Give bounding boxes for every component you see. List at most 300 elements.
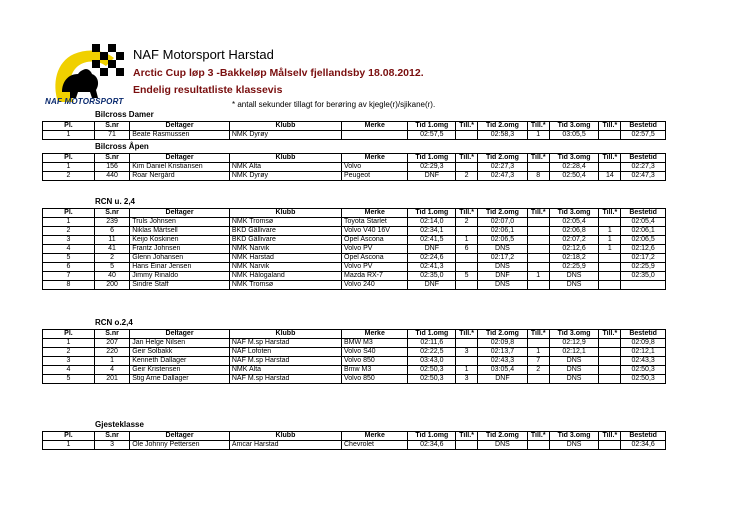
penalty-note: * antall sekunder tillagt for berøring av kjegle(r)/sjikane(r). (232, 100, 436, 109)
table-cell: Jimmy Rinaldo (130, 272, 230, 281)
page-title: NAF Motorsport Harstad (133, 47, 274, 62)
table-cell: Niklas Mårtsell (130, 227, 230, 236)
table-cell: BKD Gällivare (229, 227, 341, 236)
table-cell (599, 272, 621, 281)
table-cell: DNS (549, 357, 599, 366)
column-header: Tid 3.omg (549, 122, 599, 131)
table-cell (342, 131, 408, 140)
table-cell: DNS (549, 272, 599, 281)
table-cell: 156 (94, 163, 129, 172)
table-cell (456, 339, 478, 348)
table-cell: 02:09,8 (621, 339, 666, 348)
header-row (43, 122, 666, 131)
table-cell: 1 (599, 236, 621, 245)
event-subtitle: Arctic Cup løp 3 -Bakkeløp Målselv fjellandsby 18.08.2012. (133, 67, 424, 79)
result-subtitle: Endelig resultatliste klassevis (133, 84, 283, 96)
column-header: Klubb (229, 122, 341, 131)
table-cell: 1 (43, 131, 95, 140)
table-cell: 3 (43, 236, 95, 245)
class-label: RCN o.2,4 (95, 318, 133, 327)
table-cell: Ole Johnny Pettersen (130, 441, 230, 450)
table-cell: 11 (94, 236, 129, 245)
table-cell: 200 (94, 281, 129, 290)
table-cell: 1 (43, 441, 95, 450)
column-header: Bestetid (621, 432, 666, 441)
column-header: Klubb (229, 330, 341, 339)
table-cell: DNS (549, 441, 599, 450)
table-cell (527, 339, 549, 348)
table-cell (599, 366, 621, 375)
table-cell: 02:57,5 (621, 131, 666, 140)
table-cell: 7 (527, 357, 549, 366)
table-cell: 1 (527, 348, 549, 357)
table-row (43, 218, 666, 227)
table-cell: Kenneth Dallager (130, 357, 230, 366)
column-header: Klubb (229, 154, 341, 163)
table-cell: DNF (408, 245, 456, 254)
column-header: S.nr (94, 209, 129, 218)
header-row (43, 154, 666, 163)
column-header: Tid 2.omg (478, 154, 528, 163)
table-cell: 02:47,3 (478, 172, 528, 181)
class-label: Gjesteklasse (95, 420, 144, 429)
table-cell: 02:25,9 (621, 263, 666, 272)
column-header: Pl. (43, 432, 95, 441)
table-row (43, 339, 666, 348)
table-cell: 8 (43, 281, 95, 290)
column-header: Till.* (456, 330, 478, 339)
table-cell: Volvo 850 (342, 375, 408, 384)
table-cell: Frantz Johnsen (130, 245, 230, 254)
table-row (43, 272, 666, 281)
table-cell (599, 281, 621, 290)
table-cell: 02:25,9 (549, 263, 599, 272)
table-cell: 207 (94, 339, 129, 348)
table-cell: 4 (43, 245, 95, 254)
table-cell: BKD Gällivare (229, 236, 341, 245)
table-cell: 41 (94, 245, 129, 254)
table-cell (599, 339, 621, 348)
table-cell: NMK Narvik (229, 245, 341, 254)
column-header: S.nr (94, 330, 129, 339)
table-cell: 3 (94, 441, 129, 450)
table-cell: 02:27,3 (478, 163, 528, 172)
header-row (43, 432, 666, 441)
table-cell: 1 (527, 131, 549, 140)
table-cell: 02:50,3 (408, 375, 456, 384)
table-cell: Glenn Johansen (130, 254, 230, 263)
table-cell: NMK Dyrøy (229, 172, 341, 181)
table-cell: 71 (94, 131, 129, 140)
table-cell: NAF M.sp Harstad (229, 357, 341, 366)
table-cell (527, 254, 549, 263)
table-cell: 239 (94, 218, 129, 227)
column-header: Till.* (527, 330, 549, 339)
column-header: Till.* (527, 209, 549, 218)
table-cell: DNS (549, 375, 599, 384)
table-cell (599, 441, 621, 450)
table-cell: 5 (94, 263, 129, 272)
table-cell: NMK Alta (229, 163, 341, 172)
column-header: Deltager (130, 209, 230, 218)
table-cell: 02:07,2 (549, 236, 599, 245)
results-table (42, 153, 666, 181)
table-cell: Hans Einar Jensen (130, 263, 230, 272)
table-cell: Mazda RX-7 (342, 272, 408, 281)
column-header: Till.* (599, 209, 621, 218)
column-header: Merke (342, 432, 408, 441)
column-header: Bestetid (621, 122, 666, 131)
column-header: Deltager (130, 432, 230, 441)
table-cell: Volvo S40 (342, 348, 408, 357)
table-cell: 02:11,6 (408, 339, 456, 348)
table-cell: 02:06,8 (549, 227, 599, 236)
column-header: Pl. (43, 209, 95, 218)
table-cell (527, 218, 549, 227)
table-cell: 02:50,3 (621, 375, 666, 384)
table-cell: Volvo PV (342, 245, 408, 254)
table-cell: 02:18,2 (549, 254, 599, 263)
table-row (43, 357, 666, 366)
table-cell: 02:58,3 (478, 131, 528, 140)
table-cell: DNF (478, 272, 528, 281)
column-header: Tid 3.omg (549, 209, 599, 218)
table-cell (456, 254, 478, 263)
table-cell: 02:07,0 (478, 218, 528, 227)
table-cell: 02:14,0 (408, 218, 456, 227)
table-row (43, 227, 666, 236)
table-cell: Volvo (342, 163, 408, 172)
table-cell: NMK Harstad (229, 254, 341, 263)
table-cell: 02:13,7 (478, 348, 528, 357)
table-cell: 02:27,3 (621, 163, 666, 172)
table-cell: Toyota Starlet (342, 218, 408, 227)
results-table (42, 208, 666, 290)
column-header: Tid 1.omg (408, 122, 456, 131)
table-cell: 03:05,5 (549, 131, 599, 140)
table-cell: 2 (527, 366, 549, 375)
table-cell: DNS (478, 281, 528, 290)
table-cell: 02:57,5 (408, 131, 456, 140)
table-cell: Opel Ascona (342, 236, 408, 245)
table-cell: Keijo Koskinen (130, 236, 230, 245)
table-cell: 4 (43, 366, 95, 375)
table-cell: 02:34,6 (621, 441, 666, 450)
table-cell: 02:35,0 (408, 272, 456, 281)
table-cell: 02:06,1 (478, 227, 528, 236)
table-cell: 40 (94, 272, 129, 281)
table-cell: 02:43,3 (478, 357, 528, 366)
table-cell: 02:50,3 (408, 366, 456, 375)
table-cell (599, 254, 621, 263)
table-cell: Volvo 240 (342, 281, 408, 290)
column-header: Merke (342, 122, 408, 131)
table-cell: 02:50,4 (549, 172, 599, 181)
results-table (42, 431, 666, 450)
results-table (42, 121, 666, 140)
table-cell: Stig Arne Dallager (130, 375, 230, 384)
table-cell (527, 375, 549, 384)
table-cell (599, 218, 621, 227)
table-cell: Roar Nergård (130, 172, 230, 181)
column-header: Till.* (599, 432, 621, 441)
table-cell (527, 163, 549, 172)
table-cell: 3 (43, 357, 95, 366)
table-cell: 2 (456, 218, 478, 227)
column-header: Tid 1.omg (408, 154, 456, 163)
column-header: Till.* (456, 432, 478, 441)
table-cell: 2 (43, 348, 95, 357)
table-cell: 02:06,5 (621, 236, 666, 245)
table-cell: 3 (456, 348, 478, 357)
table-cell: 02:09,8 (478, 339, 528, 348)
column-header: Tid 2.omg (478, 432, 528, 441)
table-cell (599, 357, 621, 366)
table-cell: 3 (456, 375, 478, 384)
table-cell: DNF (478, 375, 528, 384)
logo-text: NAF MOTORSPORT (45, 97, 124, 106)
table-cell: Volvo PV (342, 263, 408, 272)
column-header: Merke (342, 330, 408, 339)
column-header: Tid 1.omg (408, 330, 456, 339)
table-cell: NMK Hålogaland (229, 272, 341, 281)
table-cell: Truls Johnsen (130, 218, 230, 227)
table-cell: Peugeot (342, 172, 408, 181)
table-cell (527, 441, 549, 450)
table-cell: 2 (43, 172, 95, 181)
table-cell: 6 (456, 245, 478, 254)
column-header: Klubb (229, 209, 341, 218)
table-cell: 02:28,4 (549, 163, 599, 172)
table-cell (456, 131, 478, 140)
table-cell: DNS (478, 263, 528, 272)
table-cell (527, 236, 549, 245)
table-cell: 02:43,3 (621, 357, 666, 366)
column-header: Deltager (130, 330, 230, 339)
table-cell: 1 (43, 339, 95, 348)
table-cell: 02:12,6 (549, 245, 599, 254)
table-cell: 7 (43, 272, 95, 281)
table-cell: 02:24,6 (408, 254, 456, 263)
table-cell: 02:34,6 (408, 441, 456, 450)
column-header: Till.* (456, 209, 478, 218)
table-cell: 02:34,1 (408, 227, 456, 236)
table-cell: 14 (599, 172, 621, 181)
table-cell: 440 (94, 172, 129, 181)
table-row (43, 131, 666, 140)
table-cell (599, 348, 621, 357)
table-cell: 1 (43, 218, 95, 227)
column-header: Till.* (599, 330, 621, 339)
column-header: Till.* (456, 154, 478, 163)
column-header: Till.* (527, 432, 549, 441)
table-cell: 03:05,4 (478, 366, 528, 375)
table-cell: DNF (408, 172, 456, 181)
column-header: Klubb (229, 432, 341, 441)
table-cell: 1 (94, 357, 129, 366)
table-row (43, 375, 666, 384)
column-header: Till.* (599, 122, 621, 131)
table-cell: Volvo V40 16V (342, 227, 408, 236)
column-header: Bestetid (621, 330, 666, 339)
table-cell: 1 (456, 366, 478, 375)
table-cell: 1 (599, 245, 621, 254)
results-table (42, 329, 666, 384)
table-row (43, 348, 666, 357)
table-cell: 02:05,4 (621, 218, 666, 227)
table-cell: 2 (94, 254, 129, 263)
table-cell: 03:43,0 (408, 357, 456, 366)
column-header: Pl. (43, 154, 95, 163)
table-row (43, 163, 666, 172)
column-header: Merke (342, 209, 408, 218)
table-row (43, 245, 666, 254)
table-cell: 02:47,3 (621, 172, 666, 181)
table-cell: Geir Kristensen (130, 366, 230, 375)
table-cell (456, 281, 478, 290)
table-cell: 1 (527, 272, 549, 281)
table-cell: 02:12,6 (621, 245, 666, 254)
column-header: Pl. (43, 330, 95, 339)
table-cell (527, 263, 549, 272)
table-cell: 02:22,5 (408, 348, 456, 357)
table-cell: NMK Dyrøy (229, 131, 341, 140)
table-cell (456, 263, 478, 272)
column-header: S.nr (94, 432, 129, 441)
column-header: Bestetid (621, 154, 666, 163)
header-row (43, 209, 666, 218)
table-cell (621, 281, 666, 290)
table-cell (527, 281, 549, 290)
table-cell: 5 (456, 272, 478, 281)
table-cell: 2 (43, 227, 95, 236)
table-row (43, 254, 666, 263)
table-cell: 02:05,4 (549, 218, 599, 227)
table-cell: Geir Solbakk (130, 348, 230, 357)
table-cell: NMK Tromsø (229, 218, 341, 227)
table-cell: 6 (94, 227, 129, 236)
table-cell: Kim Daniel Kristiansen (130, 163, 230, 172)
column-header: Tid 1.omg (408, 209, 456, 218)
class-label: RCN u. 2,4 (95, 197, 136, 206)
table-cell: 201 (94, 375, 129, 384)
table-cell: 02:41,5 (408, 236, 456, 245)
table-cell: 02:12,9 (549, 339, 599, 348)
column-header: Deltager (130, 122, 230, 131)
table-row (43, 263, 666, 272)
column-header: Tid 3.omg (549, 330, 599, 339)
table-cell: 220 (94, 348, 129, 357)
table-cell: 5 (43, 375, 95, 384)
table-row (43, 366, 666, 375)
table-cell: Volvo 850 (342, 357, 408, 366)
column-header: Tid 1.omg (408, 432, 456, 441)
table-cell (599, 131, 621, 140)
column-header: Tid 2.omg (478, 122, 528, 131)
table-row (43, 441, 666, 450)
table-cell (599, 263, 621, 272)
table-cell: 02:41,3 (408, 263, 456, 272)
table-cell: Beate Rasmussen (130, 131, 230, 140)
table-cell (456, 227, 478, 236)
table-cell: NAF M.sp Harstad (229, 375, 341, 384)
table-cell: 1 (599, 227, 621, 236)
column-header: Till.* (527, 122, 549, 131)
table-cell: Sindre Staff (130, 281, 230, 290)
table-cell (527, 227, 549, 236)
table-cell: 02:12,1 (549, 348, 599, 357)
table-cell: 8 (527, 172, 549, 181)
table-cell (456, 163, 478, 172)
column-header: Till.* (527, 154, 549, 163)
table-cell: Chevrolet (342, 441, 408, 450)
table-cell: 02:50,3 (621, 366, 666, 375)
table-cell: 02:12,1 (621, 348, 666, 357)
table-cell: 6 (43, 263, 95, 272)
column-header: Tid 3.omg (549, 432, 599, 441)
column-header: Pl. (43, 122, 95, 131)
table-cell: DNS (478, 245, 528, 254)
table-cell (456, 441, 478, 450)
column-header: Tid 2.omg (478, 330, 528, 339)
column-header: S.nr (94, 122, 129, 131)
table-cell: NMK Alta (229, 366, 341, 375)
table-row (43, 281, 666, 290)
table-cell: 5 (43, 254, 95, 263)
class-label: Bilcross Åpen (95, 142, 149, 151)
table-cell: DNS (478, 441, 528, 450)
class-label: Bilcross Damer (95, 110, 154, 119)
table-cell: 4 (94, 366, 129, 375)
table-cell: 2 (456, 172, 478, 181)
column-header: Till.* (456, 122, 478, 131)
table-cell: 02:29,3 (408, 163, 456, 172)
table-cell: Jan Helge Nilsen (130, 339, 230, 348)
column-header: Tid 2.omg (478, 209, 528, 218)
table-cell: NMK Narvik (229, 263, 341, 272)
table-cell: Amcar Harstad (229, 441, 341, 450)
table-cell: DNF (408, 281, 456, 290)
table-cell: NMK Tromsø (229, 281, 341, 290)
table-cell: 02:35,0 (621, 272, 666, 281)
column-header: Merke (342, 154, 408, 163)
table-cell: 02:17,2 (478, 254, 528, 263)
table-cell (456, 357, 478, 366)
table-cell: DNS (549, 281, 599, 290)
table-cell: DNS (549, 366, 599, 375)
table-cell (599, 163, 621, 172)
table-cell (527, 245, 549, 254)
table-cell: 1 (43, 163, 95, 172)
header-row (43, 330, 666, 339)
table-cell: NAF M.sp Harstad (229, 339, 341, 348)
column-header: S.nr (94, 154, 129, 163)
column-header: Tid 3.omg (549, 154, 599, 163)
column-header: Till.* (599, 154, 621, 163)
table-cell: Opel Ascona (342, 254, 408, 263)
table-cell: 1 (456, 236, 478, 245)
table-cell: Bmw M3 (342, 366, 408, 375)
table-row (43, 172, 666, 181)
column-header: Deltager (130, 154, 230, 163)
table-cell: NAF Lofoten (229, 348, 341, 357)
table-cell: 02:06,1 (621, 227, 666, 236)
table-cell: 02:17,2 (621, 254, 666, 263)
table-row (43, 236, 666, 245)
column-header: Bestetid (621, 209, 666, 218)
table-cell (599, 375, 621, 384)
table-cell: 02:06,5 (478, 236, 528, 245)
